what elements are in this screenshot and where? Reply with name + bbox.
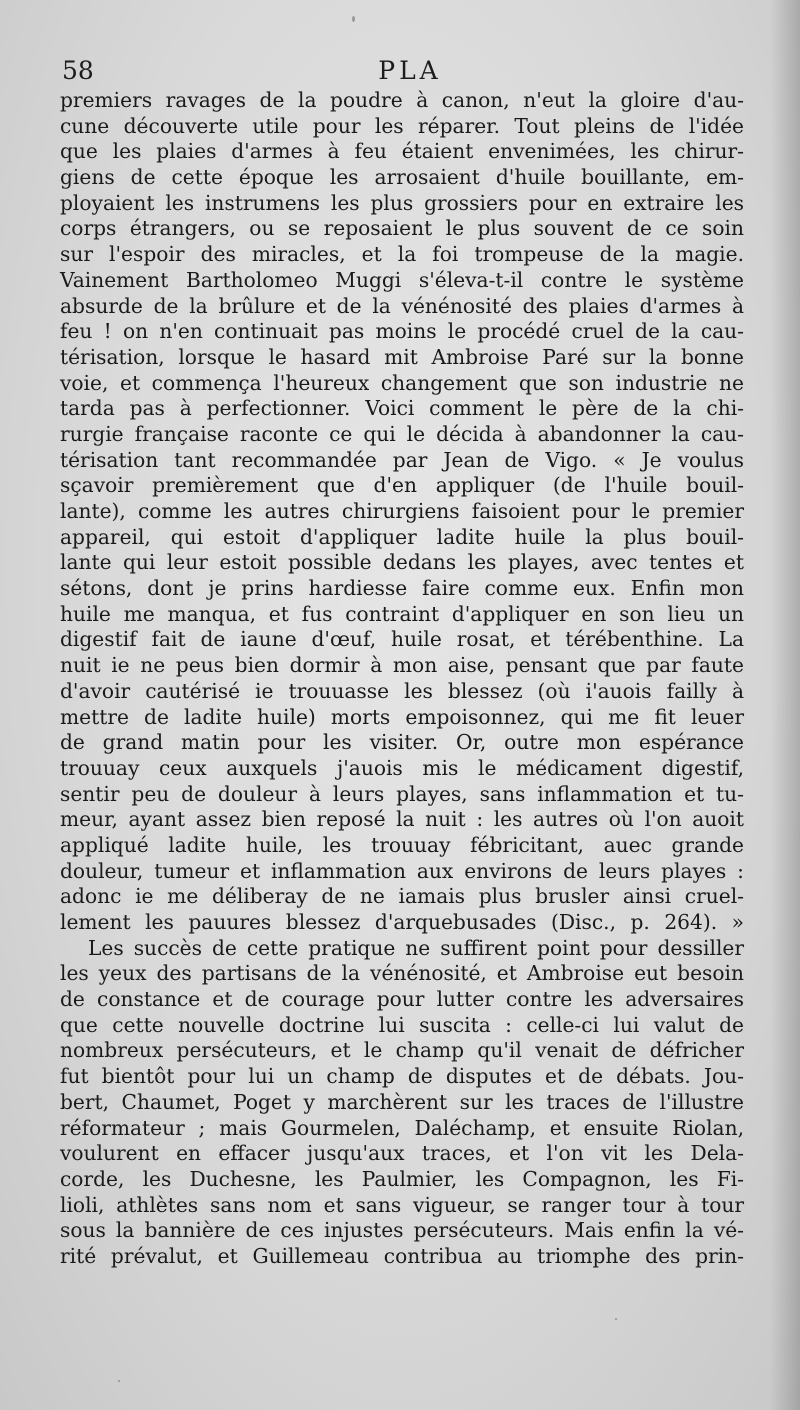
text-line: de grand matin pour les visiter. Or, outre mon espérance: [60, 730, 744, 755]
text-line: rurgie française raconte ce qui le décida à abandonner la cau-: [60, 421, 744, 446]
text-line: lante), comme les autres chirurgiens faisoient pour le premier: [60, 499, 744, 523]
text-line: fut bientôt pour lui un champ de disputes et de débats. Jou-: [60, 1064, 744, 1089]
text-line: tarda pas à perfectionner. Voici comment le père de la chi-: [60, 396, 744, 421]
page-number: 58: [62, 56, 94, 85]
text-line: que cette nouvelle doctrine lui suscita : celle-ci lui valut de: [60, 1012, 744, 1037]
text-line: sous la bannière de ces injustes persécuteurs. Mais enfin la vé-: [60, 1218, 744, 1243]
text-line: térisation, lorsque le hasard mit Ambroise Paré sur la bonne: [60, 344, 744, 369]
text-line: lioli, athlètes sans nom et sans vigueur, se ranger tour à tour: [60, 1192, 744, 1217]
text-line: douleur, tumeur et inflammation aux environs de leurs playes :: [60, 858, 744, 883]
text-line: nuit ie ne peus bien dormir à mon aise, pensant que par faute: [60, 653, 744, 678]
text-line: térisation tant recommandée par Jean de Vigo. « Je voulus: [60, 447, 744, 472]
text-line: corde, les Duchesne, les Paulmier, les Compagnon, les Fi-: [60, 1166, 744, 1191]
paper-speck: [118, 1380, 120, 1382]
text-line: que les plaies d'armes à feu étaient envenimées, les chirur-: [60, 139, 744, 164]
text-line: Vainement Bartholomeo Muggi s'éleva-t-il contre le système: [60, 267, 744, 292]
body-text: [60, 88, 744, 1270]
text-line: mettre de ladite huile) morts empoisonnez, qui me fit leuer: [60, 704, 744, 729]
text-line: bert, Chaumet, Poget y marchèrent sur les traces de l'illustre: [60, 1089, 744, 1114]
paper-speck: [352, 16, 355, 22]
text-line: sur l'espoir des miracles, et la foi trompeuse de la magie.: [60, 242, 744, 267]
text-line: lante qui leur estoit possible dedans les playes, avec tentes et: [60, 550, 744, 575]
text-line: les yeux des partisans de la vénénosité, et Ambroise eut besoin: [60, 961, 744, 986]
text-line: meur, ayant assez bien reposé la nuit : les autres où l'on auoit: [60, 807, 744, 832]
text-line: appareil, qui estoit d'appliquer ladite huile la plus bouil-: [60, 524, 744, 549]
text-line: rité prévalut, et Guillemeau contribua au triomphe des prin-: [60, 1243, 744, 1268]
text-line: sentir peu de douleur à leurs playes, sans inflammation et tu-: [60, 781, 744, 806]
text-line: trouuay ceux auxquels j'auois mis le médicament digestif,: [60, 755, 744, 780]
text-line: huile me manqua, et fus contraint d'appliquer en son lieu un: [60, 601, 744, 626]
text-line: feu ! on n'en continuait pas moins le procédé cruel de la cau-: [60, 319, 744, 344]
text-line: cune découverte utile pour les réparer. Tout pleins de l'idée: [60, 113, 744, 138]
text-line: ployaient les instrumens les plus grossiers pour en extraire les: [60, 190, 744, 215]
text-line: digestif fait de iaune d'œuf, huile rosat, et térébenthine. La: [60, 627, 744, 652]
text-line: absurde de la brûlure et de la vénénosité des plaies d'armes à: [60, 293, 744, 318]
text-line: appliqué ladite huile, les trouuay fébricitant, auec grande: [60, 832, 744, 857]
running-head: PLA: [378, 56, 442, 85]
text-line: voulurent en effacer jusqu'aux traces, et l'on vit les Dela-: [60, 1141, 744, 1166]
text-line: sétons, dont je prins hardiesse faire comme eux. Enfin mon: [60, 576, 744, 601]
text-line: sçavoir premièrement que d'en appliquer (de l'huile bouil-: [60, 473, 744, 498]
text-line: adonc ie me déliberay de ne iamais plus brusler ainsi cruel-: [60, 884, 744, 909]
paragraph-start-line: Les succès de cette pratique ne suffirent point pour dessiller: [88, 935, 744, 960]
text-line: lement les pauures blessez d'arquebusades (Disc., p. 264). »: [60, 910, 744, 934]
text-line: de constance et de courage pour lutter contre les adversaires: [60, 987, 744, 1012]
text-line: premiers ravages de la poudre à canon, n'eut la gloire d'au-: [60, 88, 744, 112]
text-line: réformateur ; mais Gourmelen, Daléchamp, et ensuite Riolan,: [60, 1115, 744, 1140]
text-line: nombreux persécuteurs, et le champ qu'il venait de défricher: [60, 1038, 744, 1063]
text-line: giens de cette époque les arrosaient d'huile bouillante, em-: [60, 165, 744, 190]
text-line: voie, et commença l'heureux changement que son industrie ne: [60, 370, 744, 395]
text-line: d'avoir cautérisé ie trouuasse les blessez (où i'auois failly à: [60, 678, 744, 703]
text-line: corps étrangers, ou se reposaient le plus souvent de ce soin: [60, 216, 744, 241]
paper-speck: [615, 1318, 617, 1320]
